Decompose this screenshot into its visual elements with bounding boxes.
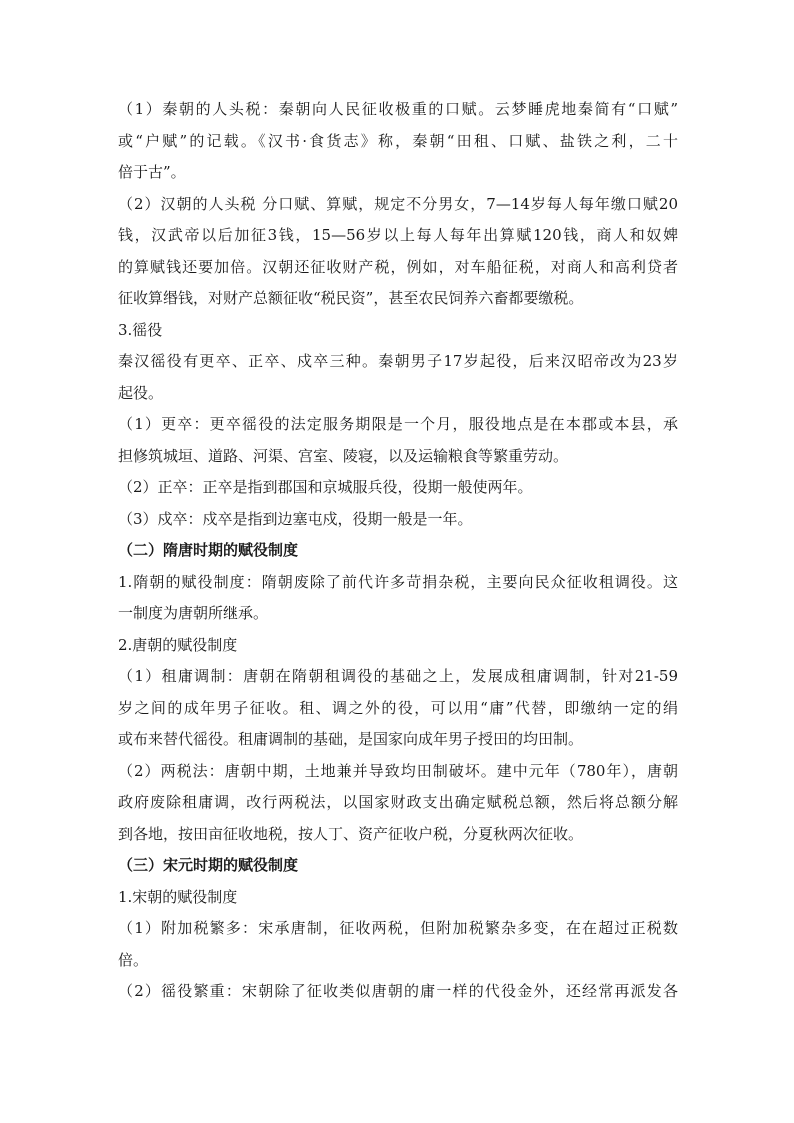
paragraph-line: 岁之间的成年男子征收。租、调之外的役，可以用“庸”代替，即缴纳一定的绢	[118, 698, 678, 717]
paragraph-line: （1）租庸调制：唐朝在隋朝租调役的基础之上，发展成租庸调制，针对21-59	[118, 667, 678, 685]
paragraph-line: （1）附加税繁多：宋承唐制，征收两税，但附加税繁杂多变，在在超过正税数	[118, 919, 678, 937]
subsection-title: 1.宋朝的赋役制度	[118, 887, 238, 906]
paragraph-line: 倍于古”。	[118, 163, 186, 181]
section-heading: （三）宋元时期的赋役制度	[118, 856, 299, 874]
paragraph-line: 一制度为唐朝所继承。	[118, 604, 269, 622]
paragraph-line: 到各地，按田亩征收地税，按人丁、资产征收户税，分夏秋两次征收。	[118, 824, 584, 843]
paragraph-line: （3）戍卒：戍卒是指到边塞屯戍，役期一般是一年。	[118, 509, 473, 528]
paragraph-line: 征收算缗钱，对财产总额征收“税民资”，甚至农民饲养六畜都要缴税。	[118, 289, 584, 307]
paragraph-line: 政府废除租庸调，改行两税法，以国家财政支出确定赋税总额，然后将总额分解	[118, 793, 678, 811]
paragraph-line: 或布来替代徭役。租庸调制的基础，是国家向成年男子授田的均田制。	[118, 730, 584, 748]
paragraph-line: 1.隋朝的赋役制度：隋朝废除了前代许多苛捐杂税，主要向民众征收租调役。这	[118, 572, 678, 591]
paragraph-line: （2）徭役繁重：宋朝除了征收类似唐朝的庸一样的代役金外，还经常再派发各	[118, 982, 678, 1000]
paragraph-line: 或“户赋”的记载。《汉书·食货志》称，秦朝“田租、口赋、盐铁之利，二十	[118, 131, 678, 150]
paragraph-line: 倍。	[118, 950, 149, 969]
paragraph-line: （2）正卒：正卒是指到郡国和京城服兵役，役期一般使两年。	[118, 478, 533, 496]
paragraph-line: 担修筑城垣、道路、河渠、宫室、陵寝，以及运输粮食等繁重劳动。	[118, 446, 569, 465]
paragraph-line: （2）汉朝的人头税 分口赋、算赋，规定不分男女，7—14岁每人每年缴口赋20	[118, 194, 678, 213]
subsection-title: 2.唐朝的赋役制度	[118, 635, 238, 654]
paragraph-line: （1）更卒：更卒徭役的法定服务期限是一个月，服役地点是在本郡或本县，承	[118, 415, 678, 433]
subsection-title: 3.徭役	[118, 320, 163, 339]
paragraph-line: 秦汉徭役有更卒、正卒、戍卒三种。秦朝男子17岁起役，后来汉昭帝改为23岁	[118, 352, 678, 370]
paragraph-line: （2）两税法：唐朝中期，土地兼并导致均田制破坏。建中元年（780年），唐朝	[118, 761, 678, 780]
section-heading: （二）隋唐时期的赋役制度	[118, 541, 299, 559]
paragraph-line: 起役。	[118, 383, 164, 402]
document-body	[118, 94, 678, 1008]
paragraph-line: 的算赋钱还要加倍。汉朝还征收财产税，例如，对车船征税，对商人和高利贷者	[118, 257, 678, 276]
paragraph-line: （1）秦朝的人头税：秦朝向人民征收极重的口赋。云梦睡虎地秦简有“口赋”	[118, 100, 678, 118]
paragraph-line: 钱，汉武帝以后加征3钱，15—56岁以上每人每年出算赋120钱，商人和奴婢	[118, 226, 678, 244]
